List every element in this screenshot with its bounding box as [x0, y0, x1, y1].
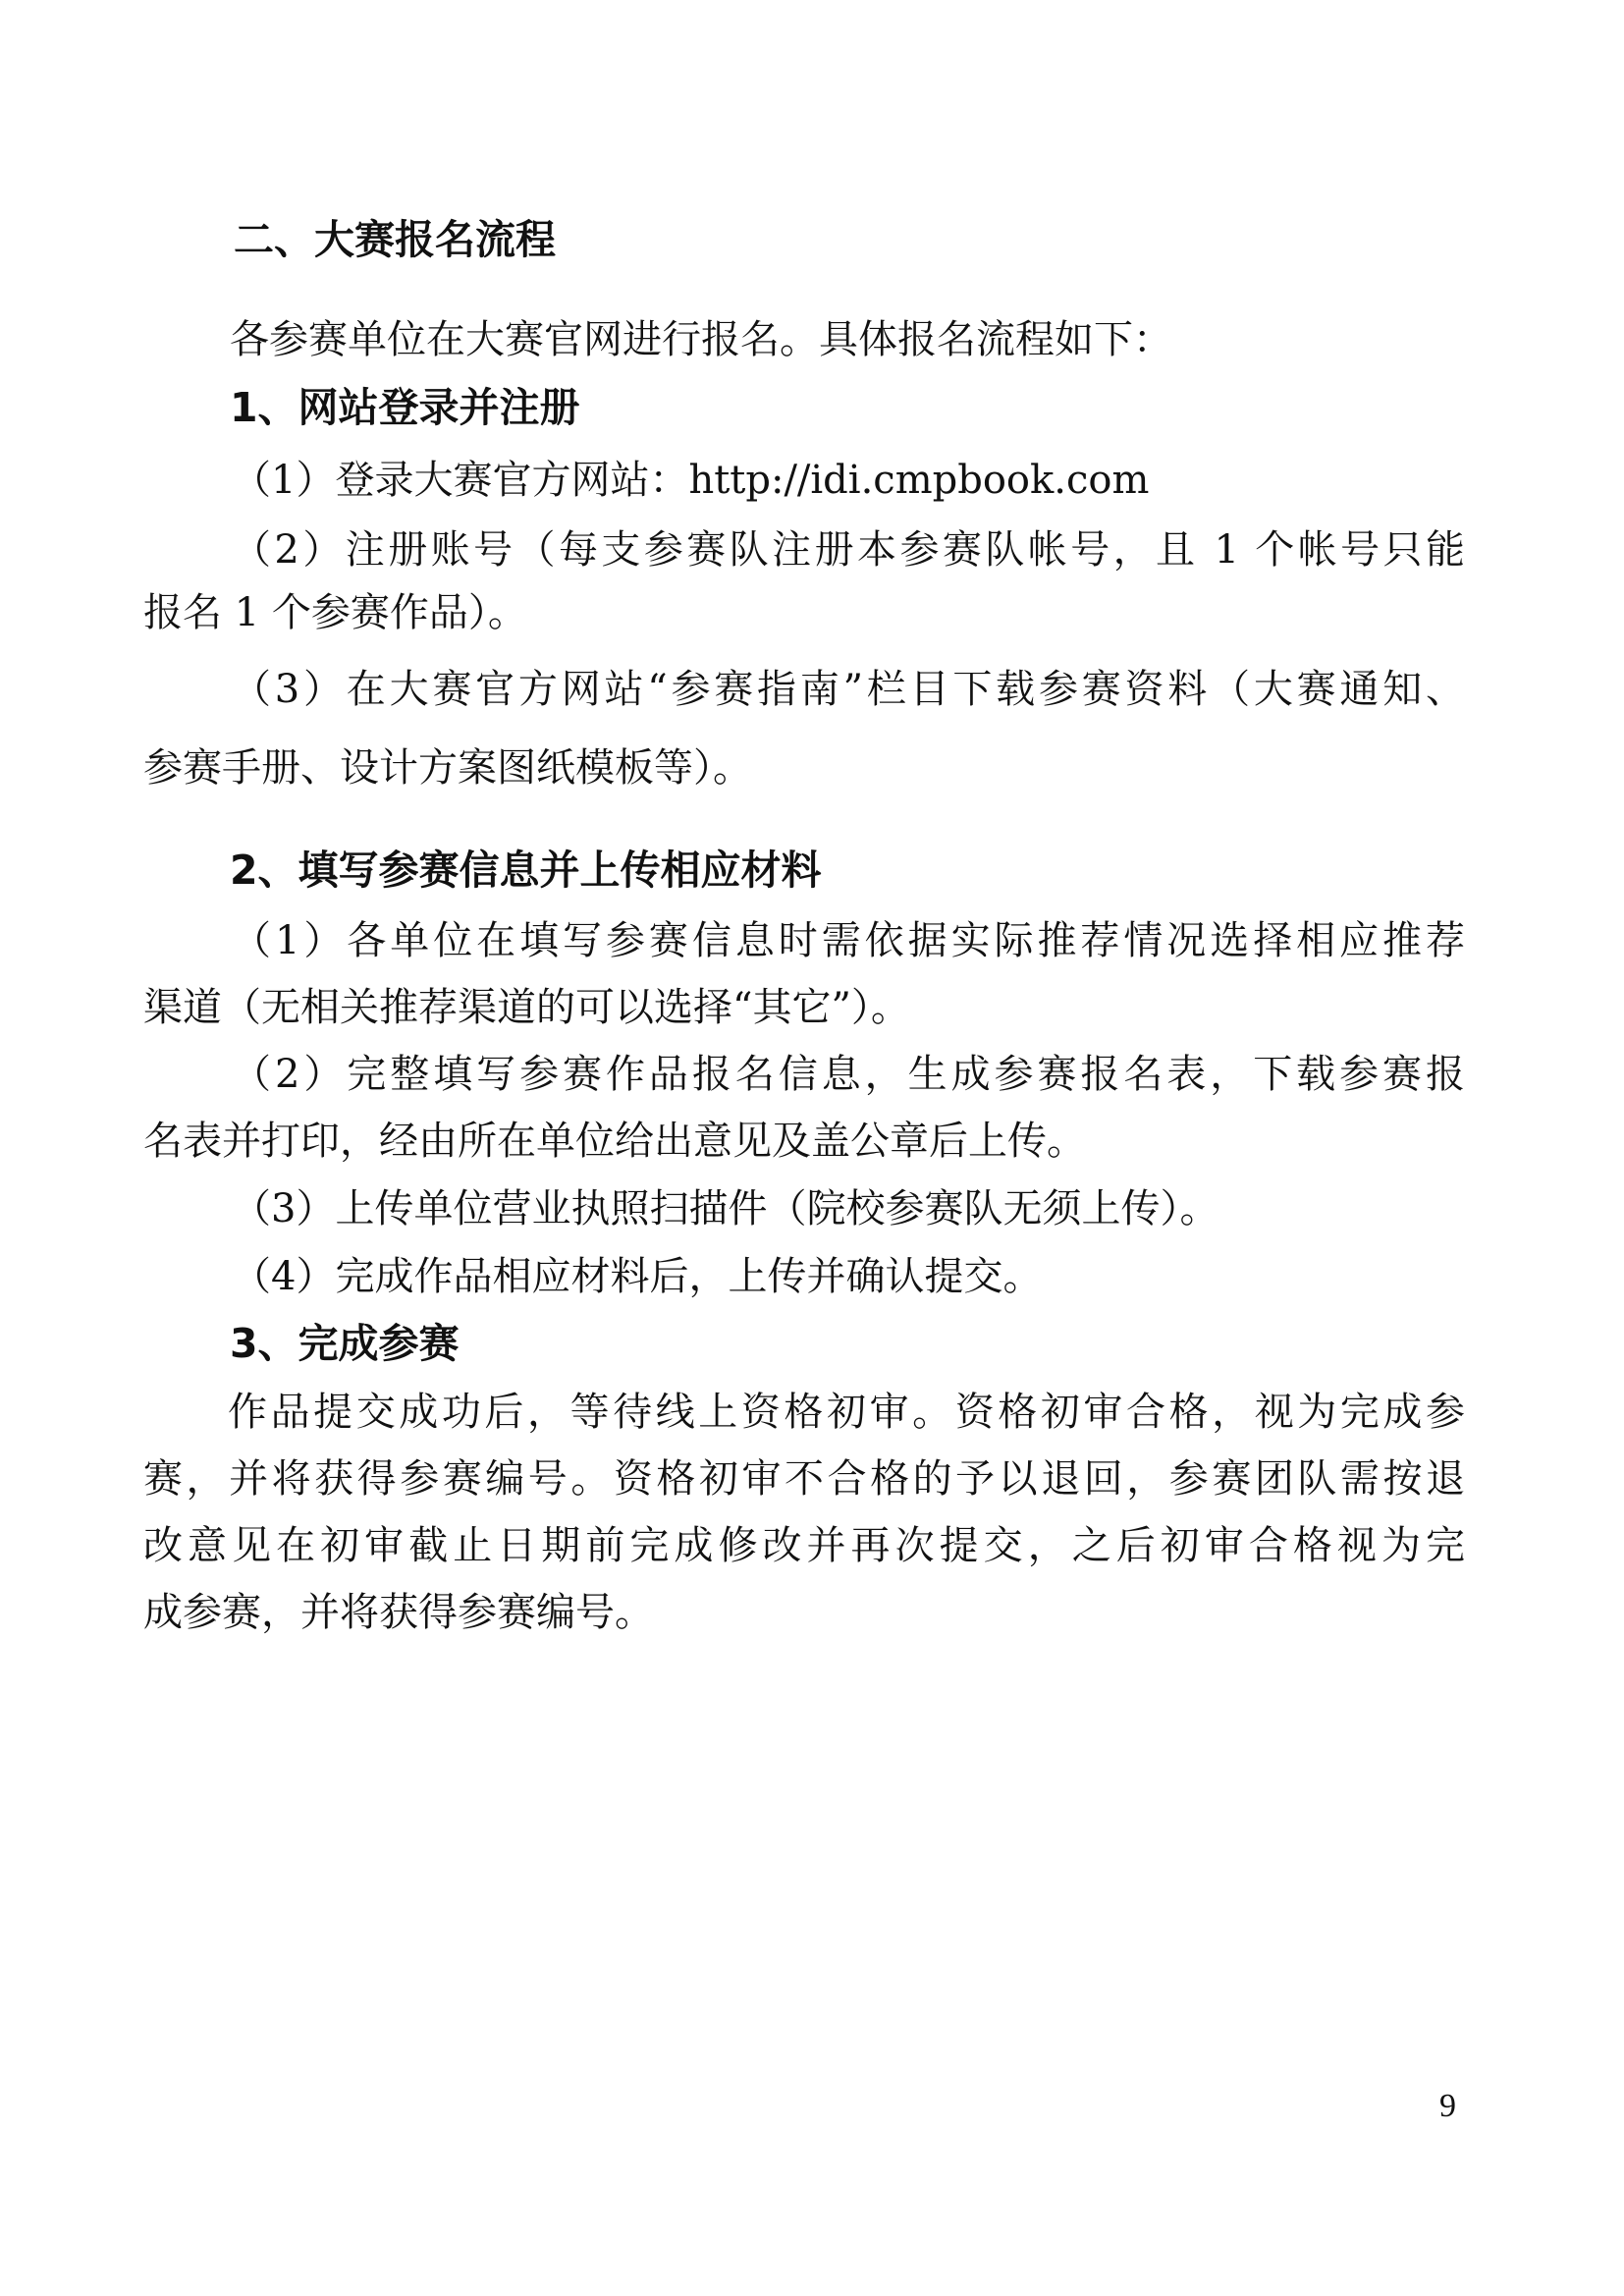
step3-para-line4: 成参赛，并将获得参赛编号。 [143, 1590, 654, 1635]
section-title: 二、大赛报名流程 [234, 216, 556, 263]
step1-item3-line1: （3）在大赛官方网站“参赛指南”栏目下载参赛资料（大赛通知、 [232, 667, 1465, 712]
page-number: 9 [1439, 2088, 1456, 2124]
step1-item2-line2: 报名 1 个参赛作品）。 [143, 590, 527, 635]
step2-item3: （3）上传单位营业执照扫描件（院校参赛队无须上传）。 [232, 1186, 1219, 1231]
step1-heading: 1、网站登录并注册 [230, 384, 580, 431]
step1-item2-line1: （2）注册账号（每支参赛队注册本参赛队帐号，且 1 个帐号只能 [232, 527, 1465, 573]
step2-item4: （4）完成作品相应材料后，上传并确认提交。 [232, 1254, 1043, 1299]
step1-item1: （1）登录大赛官方网站：http://idi.cmpbook.com [232, 458, 1150, 503]
step3-para-line1: 作品提交成功后，等待线上资格初审。资格初审合格，视为完成参 [228, 1390, 1465, 1435]
step2-item1-line2: 渠道（无相关推荐渠道的可以选择“其它”）。 [143, 985, 910, 1030]
step2-heading: 2、填写参赛信息并上传相应材料 [230, 847, 822, 894]
step2-item1-line1: （1）各单位在填写参赛信息时需依据实际推荐情况选择相应推荐 [232, 918, 1465, 963]
intro-paragraph: 各参赛单位在大赛官网进行报名。具体报名流程如下： [230, 317, 1172, 362]
step3-heading: 3、完成参赛 [230, 1320, 460, 1367]
step3-para-line2: 赛，并将获得参赛编号。资格初审不合格的予以退回，参赛团队需按退 [143, 1456, 1465, 1502]
step1-item3-line2: 参赛手册、设计方案图纸模板等）。 [143, 745, 752, 791]
step2-item2-line2: 名表并打印，经由所在单位给出意见及盖公章后上传。 [143, 1119, 1086, 1164]
step3-para-line3: 改意见在初审截止日期前完成修改并再次提交，之后初审合格视为完 [143, 1523, 1465, 1568]
step2-item2-line1: （2）完整填写参赛作品报名信息，生成参赛报名表，下载参赛报 [232, 1052, 1465, 1097]
